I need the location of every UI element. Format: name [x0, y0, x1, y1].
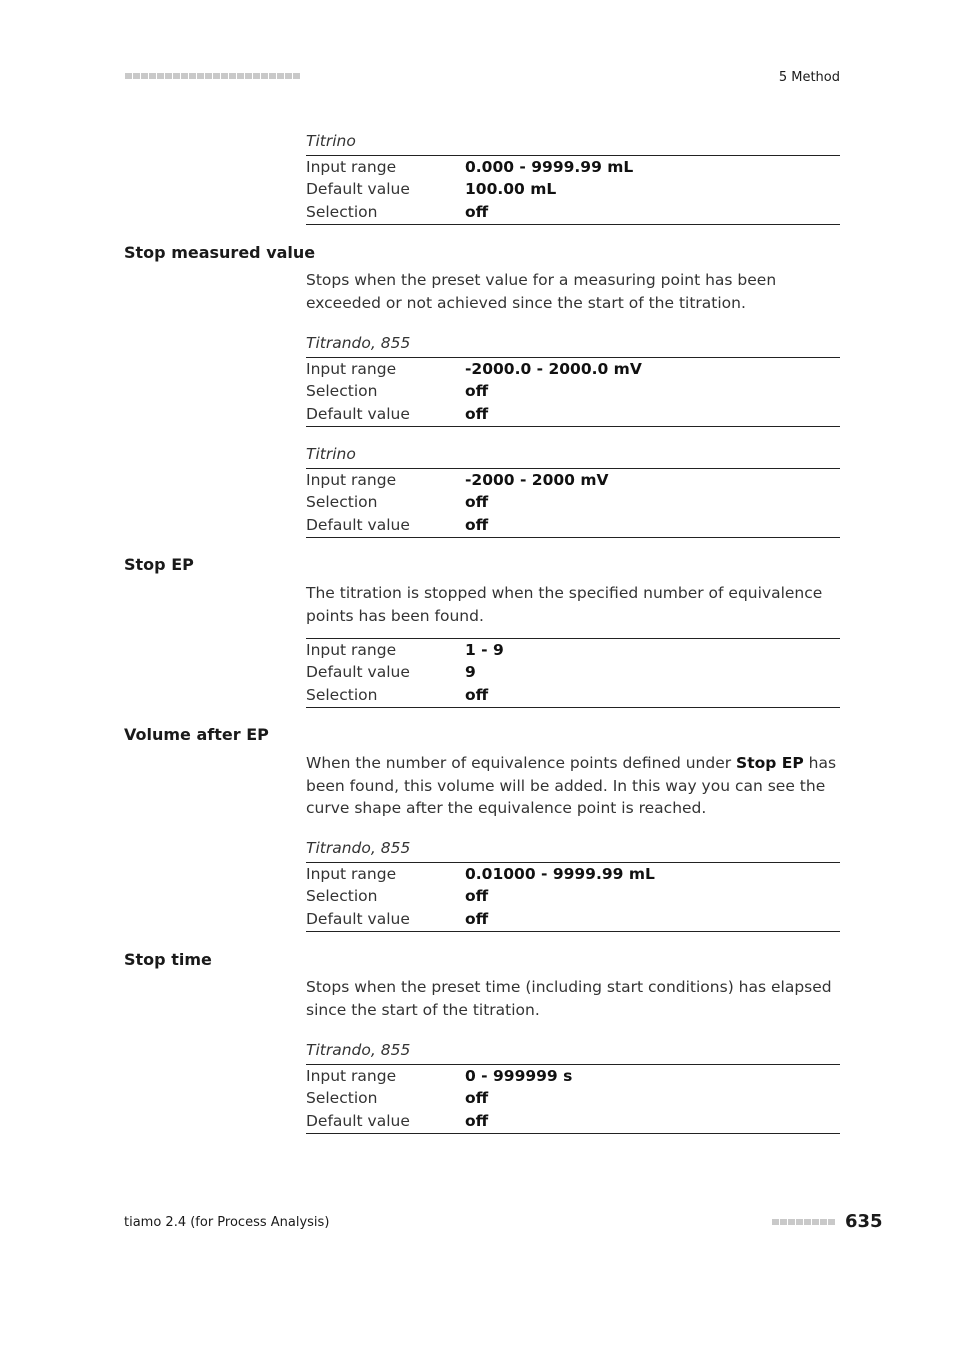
parameter-reference: Stop EP	[736, 754, 804, 772]
table-row	[306, 491, 840, 513]
table-caption: Titrino	[306, 132, 356, 150]
section-heading: Stop time	[124, 950, 212, 969]
table-row	[306, 661, 840, 683]
row-label: Input range	[306, 360, 397, 379]
table-row	[306, 1065, 840, 1087]
row-value: 100.00 mL	[465, 180, 557, 199]
row-label: Selection	[306, 493, 378, 512]
table-caption: Titrando, 855	[306, 334, 411, 352]
table-row	[306, 639, 840, 661]
table-row	[306, 201, 840, 223]
row-label: Default value	[306, 180, 410, 199]
row-label: Default value	[306, 515, 410, 534]
row-label: Default value	[306, 1111, 410, 1130]
table-caption: Titrino	[306, 445, 356, 463]
table-caption: Titrando, 855	[306, 839, 411, 857]
chapter-title: 5 Method	[778, 70, 840, 85]
row-label: Default value	[306, 909, 410, 928]
row-value: off	[465, 404, 489, 423]
row-label: Default value	[306, 404, 410, 423]
section-heading: Stop EP	[124, 555, 194, 574]
row-value: -2000.0 - 2000.0 mV	[465, 360, 642, 379]
row-label: Selection	[306, 382, 378, 401]
row-value: 0 - 999999 s	[465, 1067, 573, 1086]
table-row	[306, 908, 840, 930]
row-value: off	[465, 493, 489, 512]
row-label: Selection	[306, 887, 378, 906]
table-row	[306, 156, 840, 178]
row-value: 0.01000 - 9999.99 mL	[465, 865, 655, 884]
parameter-table	[306, 638, 840, 708]
row-value: off	[465, 685, 489, 704]
table-row	[306, 885, 840, 907]
table-row	[306, 358, 840, 380]
row-label: Default value	[306, 663, 410, 682]
table-row	[306, 469, 840, 491]
row-value: off	[465, 1111, 489, 1130]
row-value: 9	[465, 663, 476, 682]
section-description: Stops when the preset time (including start conditions) has elapsed since the start of the titration.	[306, 978, 832, 1019]
row-value: 1 - 9	[465, 641, 504, 660]
row-label: Selection	[306, 1089, 378, 1108]
table-row	[306, 1110, 840, 1132]
row-label: Input range	[306, 158, 397, 177]
table-row	[306, 863, 840, 885]
section-heading: Stop measured value	[124, 243, 316, 262]
table-row	[306, 178, 840, 200]
row-value: off	[465, 515, 489, 534]
row-value: off	[465, 202, 489, 221]
parameter-table	[306, 468, 840, 538]
table-caption: Titrando, 855	[306, 1041, 411, 1059]
row-label: Selection	[306, 685, 378, 704]
section-description: Stops when the preset value for a measuring point has been exceeded or not achieved since the start of the titration.	[306, 271, 777, 312]
table-row	[306, 403, 840, 425]
row-value: off	[465, 887, 489, 906]
section-description	[306, 752, 840, 820]
table-row	[306, 684, 840, 706]
description-text: has been found, this volume will be added. In this way you can see the curve shape after the equivalence point is reached.	[306, 754, 837, 817]
section-description: The titration is stopped when the specified number of equivalence points has been found.	[306, 584, 823, 625]
row-label: Selection	[306, 202, 378, 221]
page-number: 635	[845, 1211, 883, 1232]
table-row	[306, 514, 840, 536]
description-text: When the number of equivalence points defined under	[306, 754, 737, 772]
footer-decoration	[772, 1219, 835, 1225]
parameter-table	[306, 862, 840, 932]
table-row	[306, 1087, 840, 1109]
parameter-table	[306, 1064, 840, 1134]
parameter-table	[306, 155, 840, 225]
product-name: tiamo 2.4 (for Process Analysis)	[124, 1215, 330, 1230]
row-label: Input range	[306, 641, 397, 660]
section-heading: Volume after EP	[124, 725, 269, 744]
row-value: off	[465, 909, 489, 928]
header-decoration	[125, 73, 300, 79]
row-label: Input range	[306, 865, 397, 884]
row-label: Input range	[306, 1067, 397, 1086]
table-row	[306, 380, 840, 402]
row-value: -2000 - 2000 mV	[465, 471, 609, 490]
row-value: 0.000 - 9999.99 mL	[465, 158, 634, 177]
row-label: Input range	[306, 471, 397, 490]
parameter-table	[306, 357, 840, 427]
row-value: off	[465, 1089, 489, 1108]
row-value: off	[465, 382, 489, 401]
